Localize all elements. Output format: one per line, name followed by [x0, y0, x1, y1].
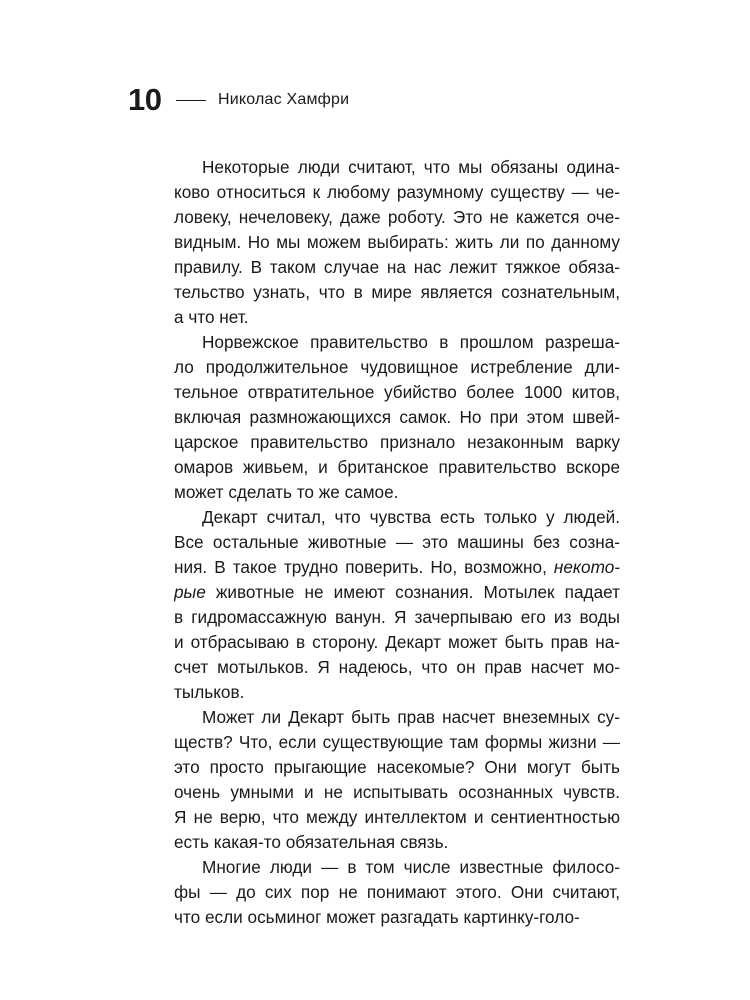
text-run: Норвежское правительство в прошлом разреша- — [202, 332, 620, 352]
text-line — [174, 630, 620, 655]
text-run: Я не верю, что между интеллектом и сентиентностью — [174, 807, 620, 827]
text-line — [174, 805, 620, 830]
text-run: фы — до сих пор не понимают этого. Они считают, — [174, 882, 620, 902]
text-line — [174, 480, 620, 505]
text-run: Многие люди — в том числе известные филосо- — [202, 857, 620, 877]
text-run: может сделать то же самое. — [174, 482, 399, 502]
text-run: ково относиться к любому разумному существу — че- — [174, 182, 620, 202]
text-line — [174, 905, 620, 930]
header-rule — [176, 100, 206, 101]
text-line — [174, 280, 620, 305]
text-run: в гидромассажную ванун. Я зачерпываю его из воды — [174, 607, 620, 627]
text-line — [174, 605, 620, 630]
text-run: ществ? Что, если существующие там формы жизни — — [174, 732, 620, 752]
text-line — [174, 530, 620, 555]
text-run: Некоторые люди считают, что мы обязаны одина- — [202, 157, 620, 177]
text-line — [174, 455, 620, 480]
text-line — [174, 405, 620, 430]
paragraph — [174, 330, 620, 505]
text-run: животные не имеют сознания. Мотылек падает — [205, 582, 620, 602]
text-line — [174, 755, 620, 780]
paragraph — [174, 705, 620, 855]
text-run: правилу. В таком случае на нас лежит тяжкое обяза- — [174, 257, 620, 277]
text-line — [174, 855, 620, 880]
paragraph — [174, 505, 620, 705]
text-run: и отбрасываю в сторону. Декарт может быть прав на- — [174, 632, 620, 652]
text-line — [174, 705, 620, 730]
text-run: что если осьминог может разгадать картинку-голо- — [174, 907, 580, 927]
text-line — [174, 580, 620, 605]
text-run: Все остальные животные — это машины без созна- — [174, 532, 620, 552]
text-line — [174, 205, 620, 230]
text-line — [174, 730, 620, 755]
text-run: тельное отвратительное убийство более 1000 китов, — [174, 382, 620, 402]
text-run: ловеку, нечеловеку, даже роботу. Это не кажется оче- — [174, 207, 620, 227]
text-line — [174, 155, 620, 180]
text-line — [174, 555, 620, 580]
text-line — [174, 780, 620, 805]
text-run: а что нет. — [174, 307, 249, 327]
text-run: видным. Но мы можем выбирать: жить ли по данному — [174, 232, 620, 252]
text-line — [174, 255, 620, 280]
running-head-author: Николас Хамфри — [218, 91, 350, 108]
body-text — [174, 155, 620, 930]
text-run: Может ли Декарт быть прав насчет внеземных су- — [202, 707, 620, 727]
text-line — [174, 305, 620, 330]
text-run: счет мотыльков. Я надеюсь, что он прав насчет мо- — [174, 657, 620, 677]
italic-text-run: некото- — [553, 557, 620, 577]
page-number: 10 — [128, 82, 162, 117]
text-line — [174, 380, 620, 405]
text-run: царское правительство признало незаконным варку — [174, 432, 620, 452]
text-run: включая размножающихся самок. Но при этом швей- — [174, 407, 620, 427]
text-run: омаров живьем, и британское правительство вскоре — [174, 457, 620, 477]
text-line — [174, 830, 620, 855]
text-line — [174, 505, 620, 530]
text-line — [174, 430, 620, 455]
paragraph — [174, 155, 620, 330]
text-run: тельство узнать, что в мире является сознательным, — [174, 282, 620, 302]
paragraph — [174, 855, 620, 930]
text-line — [174, 355, 620, 380]
text-line — [174, 230, 620, 255]
text-line — [174, 880, 620, 905]
text-run: тыльков. — [174, 682, 245, 702]
text-run: есть какая-то обязательная связь. — [174, 832, 449, 852]
text-run: очень умными и не испытывать осознанных чувств. — [174, 782, 620, 802]
page-header — [128, 82, 648, 118]
text-run: ло продолжительное чудовищное истребление дли- — [174, 357, 620, 377]
text-run: Декарт считал, что чувства есть только у людей. — [202, 507, 620, 527]
text-line — [174, 655, 620, 680]
italic-text-run: рые — [174, 582, 206, 602]
text-line — [174, 330, 620, 355]
text-run: ния. В такое трудно поверить. Но, возможно, — [174, 557, 554, 577]
text-run: это просто прыгающие насекомые? Они могут быть — [174, 757, 620, 777]
text-line — [174, 680, 620, 705]
text-line — [174, 180, 620, 205]
